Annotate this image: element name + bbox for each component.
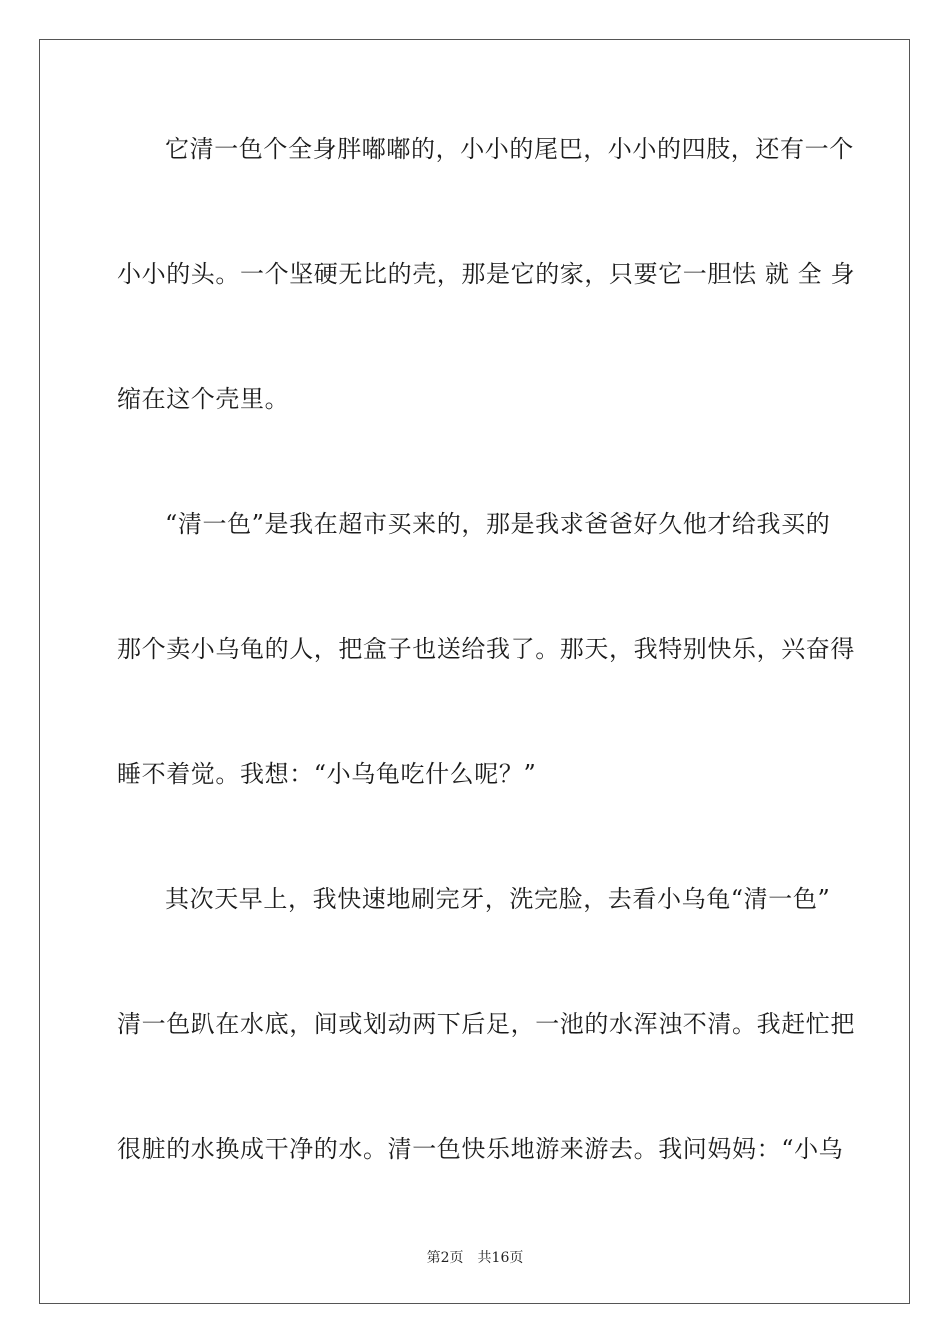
text-line-1: 它清一色个全身胖嘟嘟的，小小的尾巴，小小的四肢，还有一个	[165, 135, 854, 163]
page-total: 共16页	[477, 1250, 524, 1266]
text-line-4: “清一色”是我在超市买来的，那是我求爸爸好久他才给我买的	[165, 510, 831, 538]
text-line-6: 睡不着觉。我想：“小乌龟吃什么呢？”	[117, 760, 537, 788]
text-line-7: 其次天早上，我快速地刷完牙，洗完脸，去看小乌龟“清一色”	[165, 885, 831, 913]
text-line-3: 缩在这个壳里。	[117, 385, 290, 413]
text-line-9: 很脏的水换成干净的水。清一色快乐地游来游去。我问妈妈：“小乌	[117, 1135, 844, 1163]
text-line-8: 清一色趴在水底，间或划动两下后足，一池的水浑浊不清。我赶忙把	[117, 1010, 855, 1038]
text-line-5: 那个卖小乌龟的人，把盒子也送给我了。那天，我特别快乐，兴奋得	[117, 635, 855, 663]
page-footer	[0, 1247, 950, 1267]
page-number: 第2页	[426, 1250, 464, 1266]
page-frame	[39, 39, 910, 1304]
text-line-2: 小小的头。一个坚硬无比的壳，那是它的家，只要它一胆怯 就 全 身	[117, 260, 856, 288]
